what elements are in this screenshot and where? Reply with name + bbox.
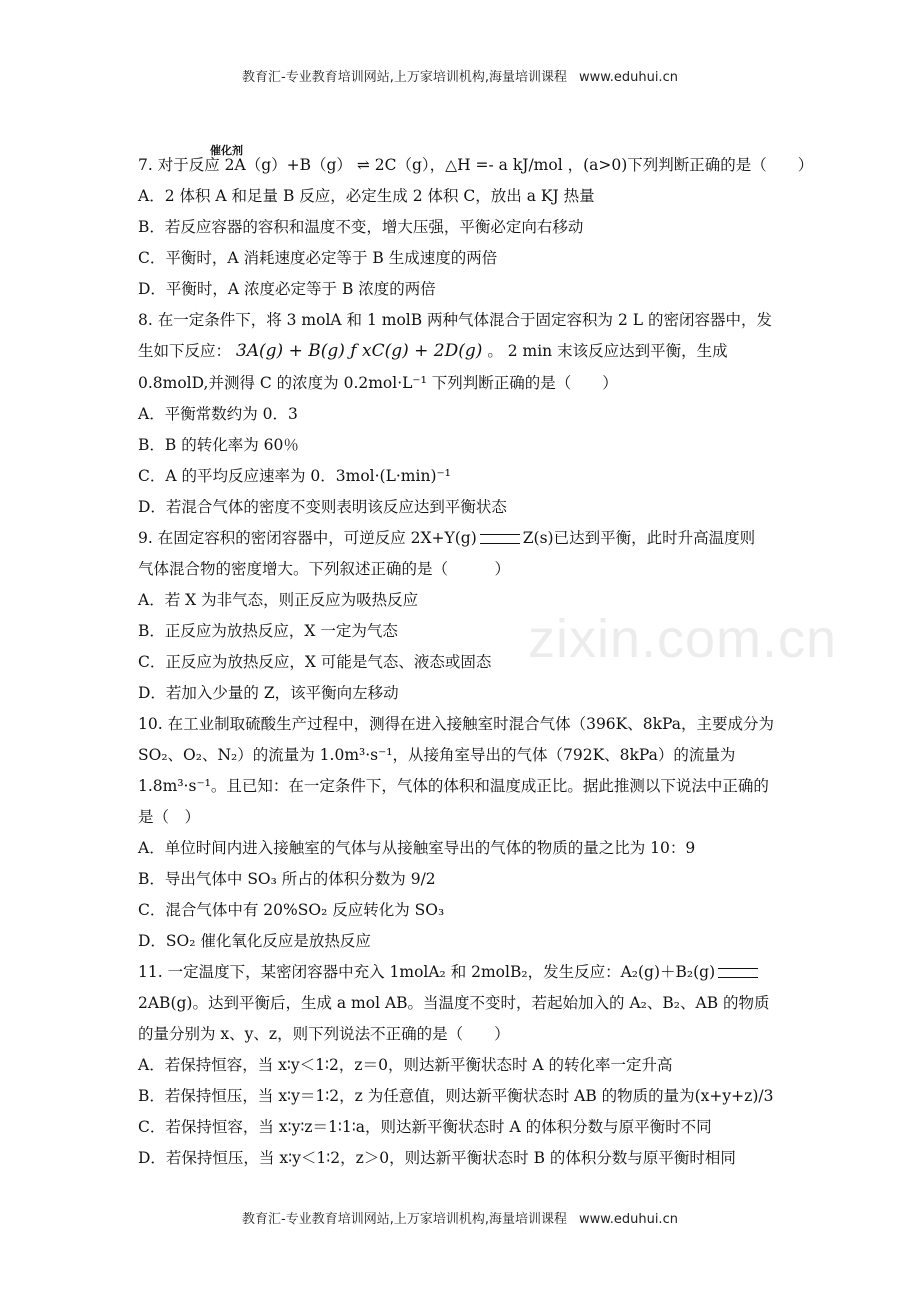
equilibrium-arrow-icon — [480, 534, 520, 544]
q8-stem-2a: 生如下反应： — [138, 342, 232, 360]
q10-stem-1: 10. 在工业制取硫酸生产过程中，测得在进入接触室时混合气体（396K、8kPa，主要成分为 — [138, 715, 774, 733]
q10-stem-3: 1.8m³·s⁻¹。且已知：在一定条件下，气体的体积和温度成正比。据此推测以下说法中正确的 — [138, 777, 769, 795]
header-text: 教育汇-专业教育培训网站,上万家培训机构,海量培训课程 — [242, 70, 568, 85]
catalyst-label: 催化剂 — [210, 144, 243, 157]
equilibrium-arrow-icon — [718, 968, 758, 978]
q9-option-d: D．若加入少量的 Z，该平衡向左移动 — [138, 684, 399, 702]
q11-stem-2: 2AB(g)。达到平衡后，生成 a mol AB。当温度不变时，若起始加入的 A₂、B₂、AB 的物质 — [138, 994, 770, 1012]
q8-stem-3: 0.8molD,并测得 C 的浓度为 0.2mol·L⁻¹ 下列判断正确的是（ ） — [138, 374, 618, 392]
q8-stem-2b: 。 2 min 末该反应达到平衡，生成 — [487, 342, 728, 360]
q8-option-d: D．若混合气体的密度不变则表明该反应达到平衡状态 — [138, 498, 507, 516]
footer-url[interactable]: www.eduhui.cn — [579, 1212, 678, 1227]
q8-option-c: C．A 的平均反应速率为 0．3mol·(L·min)⁻¹ — [138, 467, 451, 485]
q10-option-d: D．SO₂ 催化氧化反应是放热反应 — [138, 932, 371, 950]
q8-stem-1: 8. 在一定条件下，将 3 molA 和 1 molB 两种气体混合于固定容积为 2 L 的密闭容器中，发 — [138, 311, 772, 329]
q9-option-c: C．正反应为放热反应，X 可能是气态、液态或固态 — [138, 653, 492, 671]
page-footer — [0, 1208, 920, 1227]
q10-option-c: C．混合气体中有 20%SO₂ 反应转化为 SO₃ — [138, 901, 445, 919]
q7-option-b: B．若反应容器的容积和温度不变，增大压强，平衡必定向右移动 — [138, 218, 584, 236]
q11-option-d: D．若保持恒压，当 x∶y＜1∶2，z＞0，则达新平衡状态时 B 的体积分数与原平衡时相同 — [138, 1149, 736, 1167]
q10-stem-2: SO₂、O₂、N₂）的流量为 1.0m³·s⁻¹，从接角室导出的气体（792K、8kPa）的流量为 — [138, 746, 736, 764]
q9-stem-2: 气体混合物的密度增大。下列叙述正确的是（ ） — [138, 560, 511, 578]
q10-stem-4: 是（ ） — [138, 808, 201, 826]
q9-option-b: B．正反应为放热反应，X 一定为气态 — [138, 622, 398, 640]
q10-option-a: A．单位时间内进入接触室的气体与从接触室导出的气体的物质的量之比为 10：9 — [138, 839, 696, 857]
footer-text: 教育汇-专业教育培训网站,上万家培训机构,海量培训课程 — [242, 1212, 568, 1227]
q11-stem-1a: 11. 一定温度下，某密闭容器中充入 1molA₂ 和 2molB₂，发生反应：A₂(g)＋B₂(g) — [138, 963, 716, 981]
q9-option-a: A．若 X 为非气态，则正反应为吸热反应 — [138, 591, 419, 609]
q8-equation: 3A(g) + B(g) ƒ xC(g) + 2D(g) — [235, 341, 483, 361]
q8-stem-2 — [138, 341, 818, 361]
q7-option-a: A．2 体积 A 和足量 B 反应，必定生成 2 体积 C，放出 a KJ 热量 — [138, 187, 595, 205]
q11-option-c: C．若保持恒容，当 x∶y∶z＝1∶1∶a，则达新平衡状态时 A 的体积分数与原平衡时不同 — [138, 1118, 712, 1136]
q9-stem-1b: Z(s)已达到平衡，此时升高温度则 — [522, 529, 756, 547]
q9-stem-1a: 9. 在固定容积的密闭容器中，可逆反应 2X+Y(g) — [138, 529, 477, 547]
q7-option-c: C．平衡时，A 消耗速度必定等于 B 生成速度的两倍 — [138, 249, 498, 267]
q7-option-d: D．平衡时，A 浓度必定等于 B 浓度的两倍 — [138, 280, 436, 298]
q11-stem-3: 的量分别为 x、y、z，则下列说法不正确的是（ ） — [138, 1025, 510, 1043]
q8-option-b: B．B 的转化率为 60％ — [138, 436, 299, 454]
page-header — [0, 66, 920, 85]
q11-option-b: B．若保持恒压，当 x∶y＝1∶2，z 为任意值，则达新平衡状态时 AB 的物质的量为(x+y+z)/3 — [138, 1087, 774, 1105]
q8-option-a: A．平衡常数约为 0．3 — [138, 405, 298, 423]
watermark: zixin.com.cn — [528, 609, 838, 669]
header-url[interactable]: www.eduhui.cn — [579, 70, 678, 85]
q7-stem: 7. 对于反应 2A（g）+B（g） ⇌ 2C（g），△H =- a kJ/mol ，(a>0)下列判断正确的是（ ） — [138, 156, 814, 174]
q11-option-a: A．若保持恒容，当 x∶y＜1∶2，z＝0，则达新平衡状态时 A 的转化率一定升高 — [138, 1056, 673, 1074]
q11-stem-1 — [138, 962, 818, 982]
q10-option-b: B．导出气体中 SO₃ 所占的体积分数为 9/2 — [138, 870, 436, 888]
q9-stem-1 — [138, 528, 818, 548]
